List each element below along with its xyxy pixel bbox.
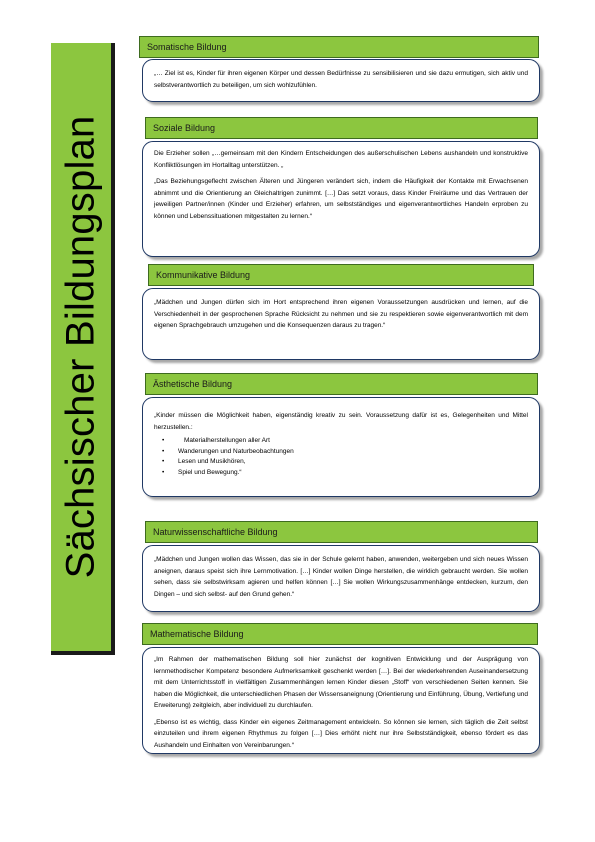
paragraph: „… Ziel ist es, Kinder für ihren eigenen Körper und dessen Bedürfnisse zu sensibilisieren und sie dazu ermutigen, sich aktiv und selbstverantwortlich zu beteiligen, um sich wohlzufühlen.	[154, 70, 528, 89]
page-title: Sächsischer Bildungsplan	[58, 115, 103, 579]
section-box-mathematisch	[142, 647, 540, 754]
section-heading-naturwissenschaftlich: Naturwissenschaftliche Bildung	[145, 521, 538, 543]
section-box-kommunikativ	[142, 288, 540, 360]
material-list	[154, 436, 528, 478]
section-box-sozial	[142, 141, 540, 257]
paragraph: Die Erzieher sollen „…gemeinsam mit den Kindern Entscheidungen des außerschulischen Lebens aushandeln und konstruktive Konfliktlösungen im Hortalltag unterstützen. „	[154, 150, 528, 169]
paragraph: „Mädchen und Jungen wollen das Wissen, das sie in der Schule gelernt haben, anwenden, weitergeben und sich neues Wissen aneignen, daraus speist sich ihre Lernmotivation. […] Kinder wollen Dinge herstellen, die wirklich gebraucht werden. Sie wollen sehen, dass sie selbstwirksam agieren und helfen können […] Sie wollen Wirkungszusammenhänge entdecken, kurzum, den Dingen – und sich selbst- auf den Grund gehen.“	[154, 556, 528, 598]
paragraph: „Mädchen und Jungen dürfen sich im Hort entsprechend ihren eigenen Voraussetzungen ausdrücken und lernen, auf die Verschiedenheit in der gesprochenen Sprache Rücksicht zu nehmen und sie zu respektieren sowie eigenverantwortlich mit dem eigenen Sprachgebrauch umzugehen und die Konsequenzen daraus zu tragen.“	[154, 299, 528, 329]
section-box-aesthetisch	[142, 397, 540, 497]
paragraph: „Im Rahmen der mathematischen Bildung soll hier zunächst der kognitiven Entwicklung und der Ausprägung von lernmethodischer Kompetenz besondere Aufmerksamkeit geschenkt werden […]. Bei der wiederkehrenden Auseinandersetzung mit dem Unterrichtsstoff in vielfältigen Zusammenhängen lernen Kinder diesen „Stoff“ von verschiedenen Seiten kennen. Sie haben die Möglichkeit, die unterschiedlichen Phasen der Wissensaneignung (Orientierung und Einführung, Übung, Vertiefung und Erweiterung) zeitgleich, aber individuell zu durchlaufen.	[154, 656, 528, 709]
section-box-somatisch	[142, 59, 540, 102]
list-item: • Materialherstellungen aller Art	[178, 436, 528, 447]
section-heading-aesthetisch: Ästhetische Bildung	[145, 373, 538, 395]
paragraph: „Das Beziehungsgeflecht zwischen Älteren und Jüngeren verändert sich, indem die Häufigkeit der Kontakte mit Erwachsenen abnimmt und die Orientierung an Gleichaltrigen zunimmt. […] Das setzt voraus, dass Kinder Freiräume und das Vertrauen der jeweiligen Partner/innen (Kinder und Erzieher) erfahren, um selbstständiges und eigenverantwortliches Handeln erproben zu können und Lebenssituationen mitgestalten zu lernen.“	[154, 178, 528, 220]
section-heading-somatisch: Somatische Bildung	[139, 36, 539, 58]
list-item: • Spiel und Bewegung.“	[178, 468, 528, 479]
section-box-naturwissenschaftlich	[142, 545, 540, 612]
list-item: • Wanderungen und Naturbeobachtungen	[178, 447, 528, 458]
section-heading-kommunikativ: Kommunikative Bildung	[148, 264, 534, 286]
paragraph: „Ebenso ist es wichtig, dass Kinder ein eigenes Zeitmanagement entwickeln. So können sie lernen, sich täglich die Zeit selbst einzuteilen und ihrem eigenen Rhythmus zu folgen […] Dies erhöht nicht nur ihre Selbstständigkeit, ebenso fördert es das Aushandeln und Einhalten von Vereinbarungen.“	[154, 718, 528, 749]
side-banner	[51, 43, 115, 655]
list-item: • Lesen und Musikhören,	[178, 457, 528, 468]
paragraph: „Kinder müssen die Möglichkeit haben, eigenständig kreativ zu sein. Voraussetzung dafür ist es, Gelegenheiten und Mittel herzustellen.:	[154, 412, 528, 431]
section-heading-mathematisch: Mathematische Bildung	[142, 623, 538, 645]
section-heading-sozial: Soziale Bildung	[145, 117, 538, 139]
